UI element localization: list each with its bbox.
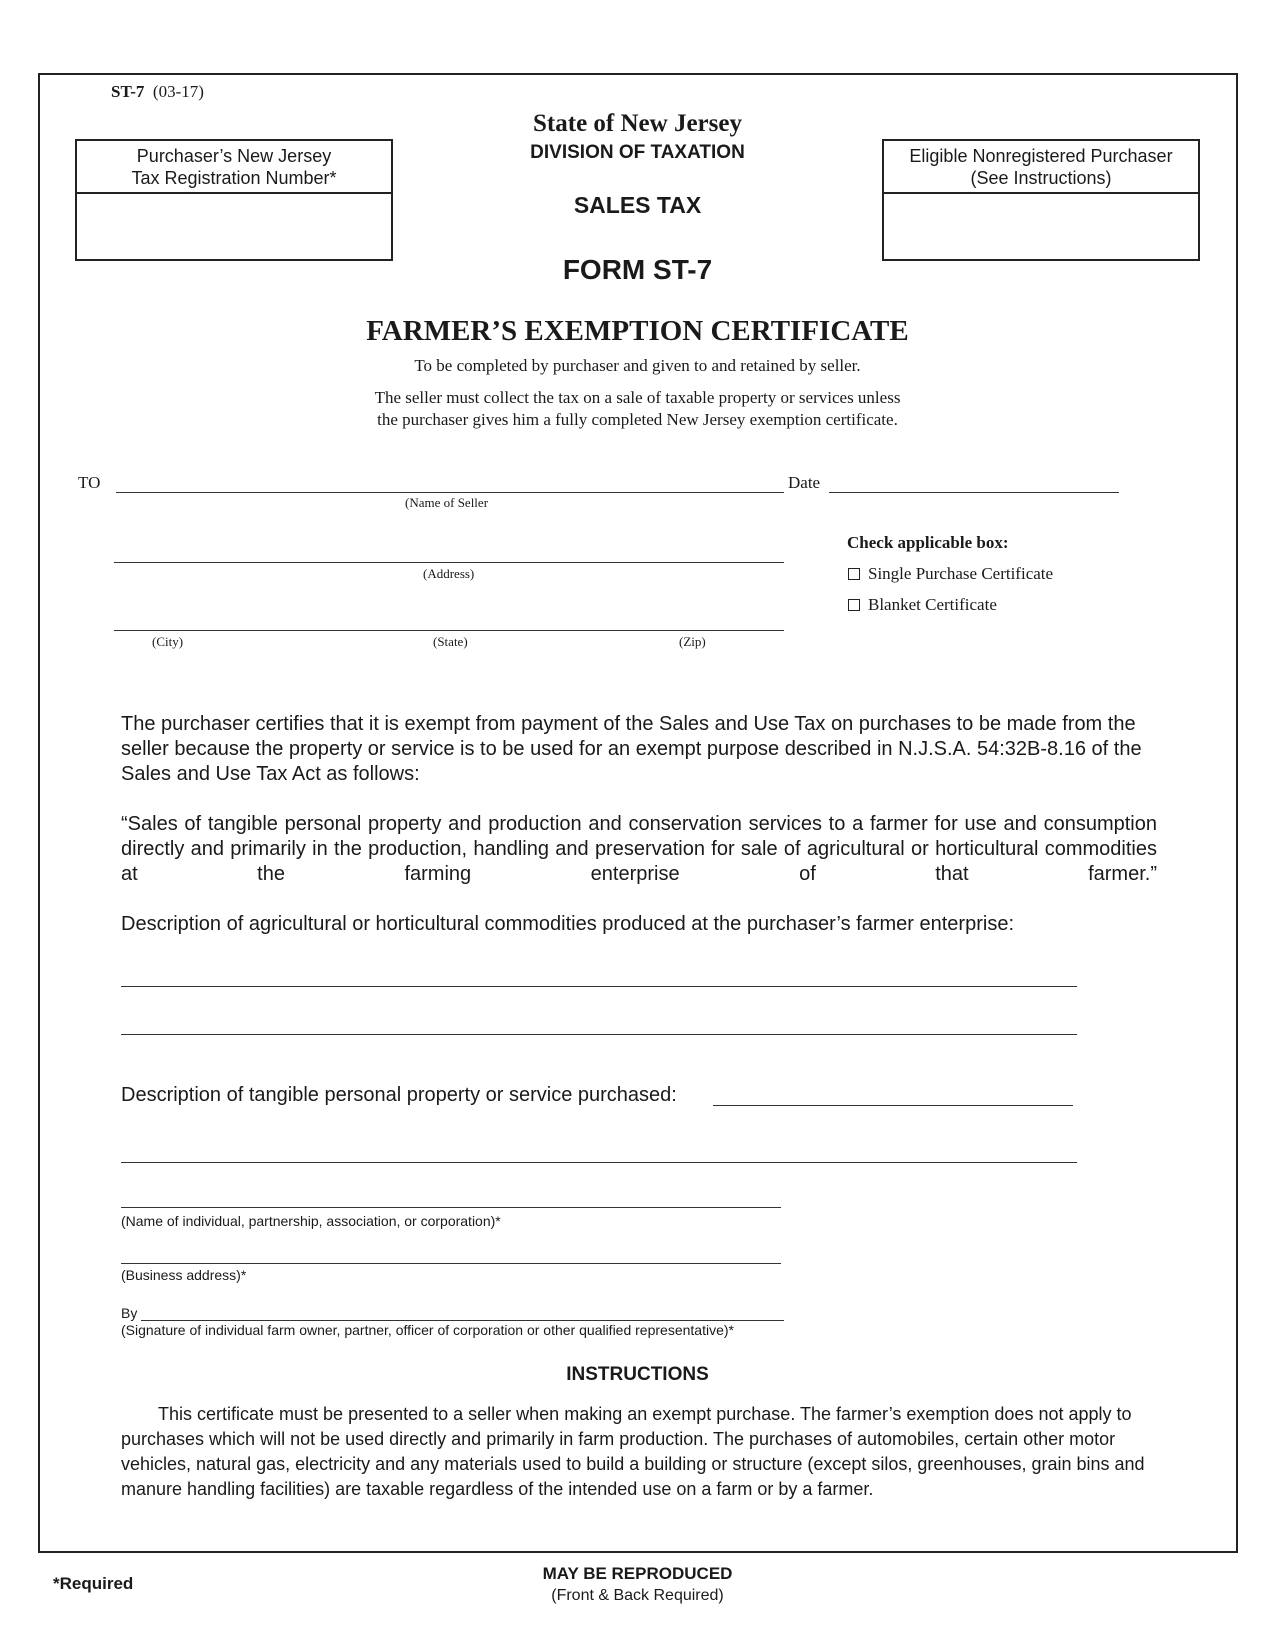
commodities-line-1[interactable] (121, 986, 1077, 987)
zip-caption: (Zip) (679, 634, 706, 649)
instructions-heading: INSTRUCTIONS (566, 1364, 709, 1385)
certificate-title: FARMER’S EXEMPTION CERTIFICATE (366, 315, 909, 347)
certification-paragraph: The purchaser certifies that it is exempt from payment of the Sales and Use Tax on purchases to be made from the seller because the property or service is to be used for an exempt purpose described in N.J.S.A. 54:32B-8.16 of the Sales and Use Tax Act as follows: (121, 713, 1142, 785)
seller-address-caption: (Address) (423, 566, 475, 581)
front-back-required: (Front & Back Required) (551, 1587, 724, 1604)
tax-type-heading: SALES TAX (573, 192, 702, 218)
seller-name-caption: (Name of Seller (405, 495, 489, 510)
form-code-line (111, 82, 204, 102)
date-label: Date (788, 473, 821, 492)
seller-city-state-zip-line[interactable] (114, 630, 784, 631)
city-caption: (City) (152, 634, 184, 649)
single-purchase-checkbox[interactable] (848, 568, 860, 580)
signature-line[interactable] (141, 1320, 784, 1321)
single-purchase-label: Single Purchase Certificate (868, 564, 1054, 583)
seller-notice-line-1: The seller must collect the tax on a sale of taxable property or services unless (374, 388, 901, 407)
date-line[interactable] (829, 492, 1119, 493)
business-address-caption: (Business address)* (121, 1267, 247, 1283)
seller-name-line[interactable] (116, 492, 784, 493)
to-label: TO (78, 473, 101, 492)
nonregistered-purchaser-caption: Eligible Nonregistered Purchaser (See Instructions) (884, 141, 1198, 194)
purchaser-name-caption: (Name of individual, partnership, association, or corporation)* (121, 1213, 501, 1229)
property-line-2[interactable] (121, 1162, 1077, 1163)
purchaser-name-line[interactable] (121, 1207, 781, 1208)
blanket-certificate-checkbox[interactable] (848, 599, 860, 611)
by-label: By (121, 1305, 138, 1321)
commodities-line-2[interactable] (121, 1034, 1077, 1035)
seller-address-line[interactable] (114, 562, 784, 563)
state-heading: State of New Jersey (533, 110, 742, 137)
seller-notice-line-2: the purchaser gives him a fully completed New Jersey exemption certificate. (377, 410, 898, 429)
required-note: *Required (53, 1574, 134, 1593)
statute-quote: “Sales of tangible personal property and production and conservation services to a farmer for use and consumption directly and primarily in the production, handling and preservation for sale of agricultural or horticultural commodities at the farming enterprise of that farmer.” (121, 813, 1157, 885)
may-be-reproduced: MAY BE REPRODUCED (542, 1564, 733, 1583)
certificate-subtitle: To be completed by purchaser and given to and retained by seller. (414, 356, 861, 375)
signature-caption: (Signature of individual farm owner, partner, officer of corporation or other qualified representative)* (121, 1322, 734, 1338)
property-label: Description of tangible personal property or service purchased: (121, 1084, 677, 1106)
form-name-heading: FORM ST-7 (562, 254, 713, 285)
form-revision: (03-17) (152, 82, 204, 101)
tax-registration-caption: Purchaser’s New Jersey Tax Registration Number* (77, 141, 391, 194)
blanket-certificate-label: Blanket Certificate (868, 595, 997, 614)
single-purchase-option[interactable] (848, 564, 1053, 584)
commodities-label: Description of agricultural or horticultural commodities produced at the purchaser’s farmer enterprise: (121, 913, 1014, 935)
division-heading: DIVISION OF TAXATION (530, 142, 745, 163)
blanket-certificate-option[interactable] (848, 595, 997, 615)
check-box-heading: Check applicable box: (847, 533, 1009, 552)
property-line-1[interactable] (713, 1105, 1073, 1106)
state-caption: (State) (433, 634, 468, 649)
form-code: ST-7 (111, 82, 145, 101)
instructions-text: This certificate must be presented to a seller when making an exempt purchase. The farmer’s exemption does not apply to purchases which will not be used directly and primarily in farm production. The purchases of automobiles, certain other motor vehicles, natural gas, electricity and any materials used to build a building or structure (except silos, greenhouses, grain bins and manure handling facilities) are taxable regardless of the intended use on a farm or by a farmer. (121, 1404, 1145, 1499)
business-address-line[interactable] (121, 1263, 781, 1264)
